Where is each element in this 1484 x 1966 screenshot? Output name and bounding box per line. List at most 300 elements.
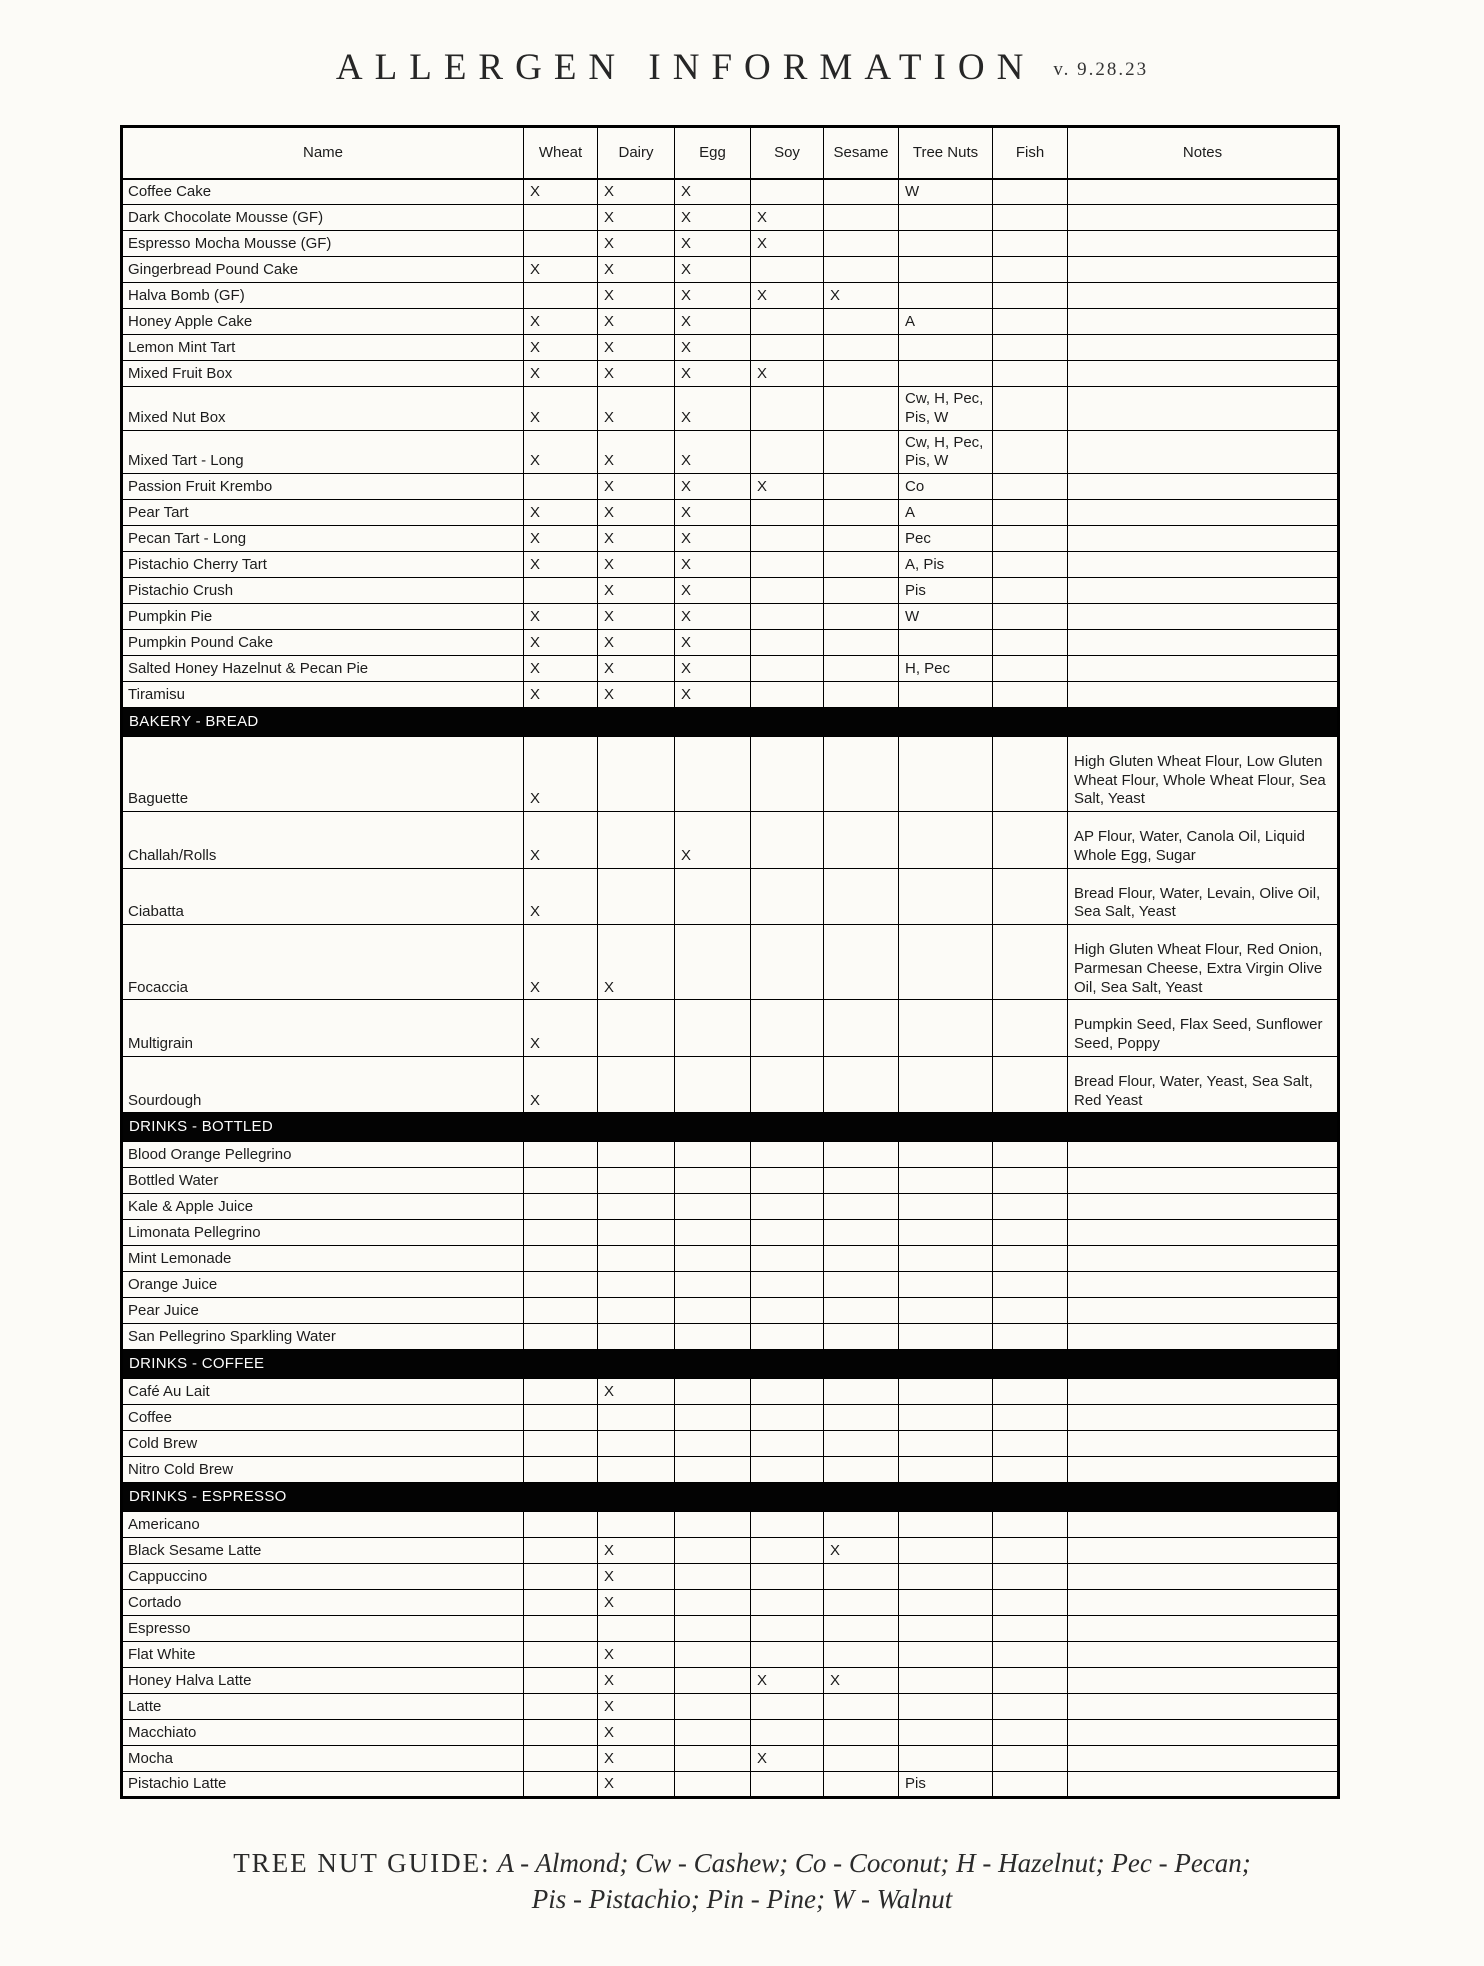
dairy-cell: X bbox=[598, 257, 675, 283]
tree-nut-guide bbox=[0, 1845, 1484, 1918]
tree-nuts-cell bbox=[899, 1641, 993, 1667]
item-name-cell: Macchiato bbox=[122, 1719, 524, 1745]
wheat-cell bbox=[524, 1563, 598, 1589]
tree-nuts-cell bbox=[899, 1298, 993, 1324]
dairy-cell: X bbox=[598, 552, 675, 578]
soy-cell bbox=[751, 1298, 824, 1324]
tree-nuts-cell: W bbox=[899, 179, 993, 205]
item-name-cell: Tiramisu bbox=[122, 682, 524, 708]
dairy-cell: X bbox=[598, 578, 675, 604]
dairy-cell: X bbox=[598, 283, 675, 309]
section-header-label: DRINKS - COFFEE bbox=[122, 1350, 1339, 1379]
sesame-cell bbox=[824, 1246, 899, 1272]
wheat-cell: X bbox=[524, 430, 598, 474]
sesame-cell bbox=[824, 1771, 899, 1797]
dairy-cell: X bbox=[598, 1641, 675, 1667]
tree-nuts-cell bbox=[899, 361, 993, 387]
egg-cell: X bbox=[675, 578, 751, 604]
wheat-cell bbox=[524, 1456, 598, 1482]
notes-cell: High Gluten Wheat Flour, Red Onion, Parmesan Cheese, Extra Virgin Olive Oil, Sea Salt, Yeast bbox=[1068, 925, 1339, 1000]
table-row bbox=[122, 1142, 1339, 1168]
fish-cell bbox=[993, 1056, 1068, 1113]
soy-cell bbox=[751, 812, 824, 869]
dairy-cell: X bbox=[598, 1589, 675, 1615]
tree-nuts-cell: Pis bbox=[899, 1771, 993, 1797]
soy-cell bbox=[751, 430, 824, 474]
notes-cell bbox=[1068, 1456, 1339, 1482]
soy-cell bbox=[751, 1511, 824, 1537]
dairy-cell: X bbox=[598, 630, 675, 656]
egg-cell: X bbox=[675, 604, 751, 630]
notes-cell: High Gluten Wheat Flour, Low Gluten Wheat Flour, Whole Wheat Flour, Sea Salt, Yeast bbox=[1068, 736, 1339, 811]
item-name-cell: Mocha bbox=[122, 1745, 524, 1771]
item-name-cell: Cold Brew bbox=[122, 1430, 524, 1456]
table-row bbox=[122, 1563, 1339, 1589]
fish-cell bbox=[993, 656, 1068, 682]
egg-cell bbox=[675, 1563, 751, 1589]
sesame-cell bbox=[824, 1220, 899, 1246]
wheat-cell: X bbox=[524, 361, 598, 387]
fish-cell bbox=[993, 1456, 1068, 1482]
section-header-label: BAKERY - BREAD bbox=[122, 708, 1339, 737]
dairy-cell: X bbox=[598, 1378, 675, 1404]
egg-cell: X bbox=[675, 474, 751, 500]
dairy-cell bbox=[598, 1324, 675, 1350]
egg-cell bbox=[675, 1537, 751, 1563]
item-name-cell: San Pellegrino Sparkling Water bbox=[122, 1324, 524, 1350]
table-row bbox=[122, 1693, 1339, 1719]
sesame-cell bbox=[824, 1719, 899, 1745]
notes-cell bbox=[1068, 1589, 1339, 1615]
table-row bbox=[122, 812, 1339, 869]
sesame-cell bbox=[824, 1056, 899, 1113]
table-row bbox=[122, 1000, 1339, 1057]
sesame-cell bbox=[824, 1615, 899, 1641]
soy-cell: X bbox=[751, 1667, 824, 1693]
wheat-cell: X bbox=[524, 656, 598, 682]
tree-nuts-cell bbox=[899, 1615, 993, 1641]
wheat-cell: X bbox=[524, 925, 598, 1000]
section-header-drinks-bottled bbox=[122, 1113, 1339, 1142]
sesame-cell: X bbox=[824, 1667, 899, 1693]
soy-cell: X bbox=[751, 205, 824, 231]
sesame-cell bbox=[824, 205, 899, 231]
tree-nuts-cell bbox=[899, 1563, 993, 1589]
notes-cell bbox=[1068, 1537, 1339, 1563]
soy-cell bbox=[751, 1693, 824, 1719]
sesame-cell bbox=[824, 335, 899, 361]
wheat-cell bbox=[524, 1168, 598, 1194]
wheat-cell: X bbox=[524, 387, 598, 431]
dairy-cell: X bbox=[598, 682, 675, 708]
wheat-cell: X bbox=[524, 682, 598, 708]
fish-cell bbox=[993, 257, 1068, 283]
dairy-cell bbox=[598, 1456, 675, 1482]
dairy-cell: X bbox=[598, 656, 675, 682]
dairy-cell bbox=[598, 1615, 675, 1641]
wheat-cell: X bbox=[524, 335, 598, 361]
notes-cell bbox=[1068, 335, 1339, 361]
tree-nuts-cell bbox=[899, 1272, 993, 1298]
fish-cell bbox=[993, 526, 1068, 552]
tree-nuts-cell bbox=[899, 1324, 993, 1350]
fish-cell bbox=[993, 736, 1068, 811]
tree-nuts-cell bbox=[899, 1246, 993, 1272]
wheat-cell bbox=[524, 1771, 598, 1797]
soy-cell bbox=[751, 526, 824, 552]
sesame-cell bbox=[824, 1298, 899, 1324]
egg-cell bbox=[675, 1771, 751, 1797]
dairy-cell bbox=[598, 736, 675, 811]
egg-cell bbox=[675, 1745, 751, 1771]
allergen-table bbox=[120, 125, 1340, 1799]
egg-cell: X bbox=[675, 205, 751, 231]
egg-cell bbox=[675, 1194, 751, 1220]
egg-cell bbox=[675, 1511, 751, 1537]
egg-cell bbox=[675, 868, 751, 925]
item-name-cell: Coffee Cake bbox=[122, 179, 524, 205]
sesame-cell bbox=[824, 1456, 899, 1482]
dairy-cell bbox=[598, 1430, 675, 1456]
wheat-cell: X bbox=[524, 1056, 598, 1113]
notes-cell bbox=[1068, 1298, 1339, 1324]
item-name-cell: Multigrain bbox=[122, 1000, 524, 1057]
notes-cell bbox=[1068, 604, 1339, 630]
soy-cell bbox=[751, 1430, 824, 1456]
fish-cell bbox=[993, 1324, 1068, 1350]
dairy-cell: X bbox=[598, 309, 675, 335]
fish-cell bbox=[993, 387, 1068, 431]
wheat-cell: X bbox=[524, 604, 598, 630]
egg-cell bbox=[675, 1272, 751, 1298]
tree-nuts-cell: W bbox=[899, 604, 993, 630]
dairy-cell bbox=[598, 1298, 675, 1324]
table-row bbox=[122, 1298, 1339, 1324]
soy-cell bbox=[751, 1056, 824, 1113]
wheat-cell bbox=[524, 1667, 598, 1693]
dairy-cell: X bbox=[598, 1537, 675, 1563]
item-name-cell: Dark Chocolate Mousse (GF) bbox=[122, 205, 524, 231]
tree-nuts-cell bbox=[899, 868, 993, 925]
dairy-cell bbox=[598, 812, 675, 869]
table-row bbox=[122, 205, 1339, 231]
egg-cell: X bbox=[675, 179, 751, 205]
tree-nuts-cell: Co bbox=[899, 474, 993, 500]
dairy-cell: X bbox=[598, 500, 675, 526]
soy-cell bbox=[751, 925, 824, 1000]
wheat-cell bbox=[524, 1511, 598, 1537]
dairy-cell: X bbox=[598, 1693, 675, 1719]
tree-nuts-cell bbox=[899, 231, 993, 257]
table-row bbox=[122, 552, 1339, 578]
fish-cell bbox=[993, 1615, 1068, 1641]
sesame-cell bbox=[824, 630, 899, 656]
item-name-cell: Cortado bbox=[122, 1589, 524, 1615]
egg-cell: X bbox=[675, 257, 751, 283]
sesame-cell bbox=[824, 1272, 899, 1298]
egg-cell bbox=[675, 1378, 751, 1404]
tree-nuts-cell: Pec bbox=[899, 526, 993, 552]
item-name-cell: Coffee bbox=[122, 1404, 524, 1430]
soy-cell bbox=[751, 1272, 824, 1298]
sesame-cell bbox=[824, 309, 899, 335]
notes-cell: AP Flour, Water, Canola Oil, Liquid Whole Egg, Sugar bbox=[1068, 812, 1339, 869]
egg-cell bbox=[675, 925, 751, 1000]
wheat-cell bbox=[524, 578, 598, 604]
egg-cell bbox=[675, 1298, 751, 1324]
table-row bbox=[122, 1667, 1339, 1693]
tree-nuts-cell bbox=[899, 925, 993, 1000]
item-name-cell: Mint Lemonade bbox=[122, 1246, 524, 1272]
wheat-cell bbox=[524, 1641, 598, 1667]
notes-cell bbox=[1068, 1641, 1339, 1667]
column-header-tree-nuts: Tree Nuts bbox=[899, 127, 993, 179]
dairy-cell: X bbox=[598, 1563, 675, 1589]
tree-nuts-cell bbox=[899, 682, 993, 708]
tree-nuts-cell bbox=[899, 257, 993, 283]
notes-cell bbox=[1068, 1667, 1339, 1693]
item-name-cell: Americano bbox=[122, 1511, 524, 1537]
table-header-row bbox=[122, 127, 1339, 179]
fish-cell bbox=[993, 1404, 1068, 1430]
tree-nut-guide-line1 bbox=[0, 1845, 1484, 1881]
section-header-label: DRINKS - ESPRESSO bbox=[122, 1482, 1339, 1511]
soy-cell: X bbox=[751, 474, 824, 500]
notes-cell bbox=[1068, 630, 1339, 656]
wheat-cell: X bbox=[524, 736, 598, 811]
sesame-cell bbox=[824, 361, 899, 387]
wheat-cell bbox=[524, 1615, 598, 1641]
notes-cell bbox=[1068, 1220, 1339, 1246]
sesame-cell bbox=[824, 1324, 899, 1350]
soy-cell bbox=[751, 1246, 824, 1272]
table-row bbox=[122, 1168, 1339, 1194]
notes-cell bbox=[1068, 257, 1339, 283]
item-name-cell: Pistachio Cherry Tart bbox=[122, 552, 524, 578]
wheat-cell bbox=[524, 283, 598, 309]
sesame-cell bbox=[824, 1378, 899, 1404]
soy-cell bbox=[751, 682, 824, 708]
fish-cell bbox=[993, 335, 1068, 361]
soy-cell bbox=[751, 179, 824, 205]
fish-cell bbox=[993, 1641, 1068, 1667]
sesame-cell bbox=[824, 812, 899, 869]
dairy-cell: X bbox=[598, 205, 675, 231]
table-row bbox=[122, 1589, 1339, 1615]
table-row bbox=[122, 179, 1339, 205]
table-row bbox=[122, 1537, 1339, 1563]
sesame-cell bbox=[824, 231, 899, 257]
notes-cell bbox=[1068, 1771, 1339, 1797]
egg-cell: X bbox=[675, 309, 751, 335]
notes-cell bbox=[1068, 430, 1339, 474]
soy-cell bbox=[751, 552, 824, 578]
table-row bbox=[122, 1378, 1339, 1404]
soy-cell: X bbox=[751, 361, 824, 387]
dairy-cell bbox=[598, 1168, 675, 1194]
table-row bbox=[122, 335, 1339, 361]
soy-cell bbox=[751, 387, 824, 431]
egg-cell: X bbox=[675, 430, 751, 474]
egg-cell: X bbox=[675, 682, 751, 708]
tree-nut-guide-label: TREE NUT GUIDE: bbox=[233, 1847, 491, 1878]
fish-cell bbox=[993, 925, 1068, 1000]
soy-cell bbox=[751, 1404, 824, 1430]
wheat-cell bbox=[524, 1745, 598, 1771]
wheat-cell: X bbox=[524, 179, 598, 205]
tree-nuts-cell bbox=[899, 1056, 993, 1113]
sesame-cell bbox=[824, 578, 899, 604]
egg-cell: X bbox=[675, 812, 751, 869]
notes-cell bbox=[1068, 1272, 1339, 1298]
notes-cell bbox=[1068, 179, 1339, 205]
wheat-cell: X bbox=[524, 257, 598, 283]
item-name-cell: Baguette bbox=[122, 736, 524, 811]
sesame-cell bbox=[824, 1194, 899, 1220]
notes-cell: Bread Flour, Water, Yeast, Sea Salt, Red Yeast bbox=[1068, 1056, 1339, 1113]
soy-cell bbox=[751, 1168, 824, 1194]
item-name-cell: Bottled Water bbox=[122, 1168, 524, 1194]
sesame-cell bbox=[824, 1745, 899, 1771]
notes-cell bbox=[1068, 1615, 1339, 1641]
table-row bbox=[122, 231, 1339, 257]
dairy-cell bbox=[598, 1056, 675, 1113]
fish-cell bbox=[993, 1298, 1068, 1324]
soy-cell bbox=[751, 1641, 824, 1667]
sesame-cell bbox=[824, 500, 899, 526]
item-name-cell: Focaccia bbox=[122, 925, 524, 1000]
sesame-cell bbox=[824, 387, 899, 431]
fish-cell bbox=[993, 361, 1068, 387]
table-row bbox=[122, 526, 1339, 552]
sesame-cell bbox=[824, 1430, 899, 1456]
table-row bbox=[122, 1511, 1339, 1537]
notes-cell bbox=[1068, 1404, 1339, 1430]
table-row bbox=[122, 474, 1339, 500]
wheat-cell: X bbox=[524, 868, 598, 925]
egg-cell bbox=[675, 1430, 751, 1456]
tree-nuts-cell: A, Pis bbox=[899, 552, 993, 578]
wheat-cell bbox=[524, 1220, 598, 1246]
notes-cell: Pumpkin Seed, Flax Seed, Sunflower Seed, Poppy bbox=[1068, 1000, 1339, 1057]
sesame-cell bbox=[824, 1563, 899, 1589]
tree-nuts-cell bbox=[899, 1667, 993, 1693]
egg-cell: X bbox=[675, 283, 751, 309]
sesame-cell bbox=[824, 1000, 899, 1057]
soy-cell bbox=[751, 309, 824, 335]
dairy-cell: X bbox=[598, 526, 675, 552]
sesame-cell bbox=[824, 526, 899, 552]
dairy-cell: X bbox=[598, 474, 675, 500]
page-version: v. 9.28.23 bbox=[1053, 59, 1149, 80]
tree-nuts-cell: A bbox=[899, 500, 993, 526]
dairy-cell: X bbox=[598, 925, 675, 1000]
item-name-cell: Kale & Apple Juice bbox=[122, 1194, 524, 1220]
wheat-cell: X bbox=[524, 812, 598, 869]
dairy-cell bbox=[598, 1194, 675, 1220]
egg-cell bbox=[675, 1056, 751, 1113]
dairy-cell bbox=[598, 1272, 675, 1298]
notes-cell bbox=[1068, 309, 1339, 335]
item-name-cell: Pecan Tart - Long bbox=[122, 526, 524, 552]
fish-cell bbox=[993, 430, 1068, 474]
item-name-cell: Latte bbox=[122, 1693, 524, 1719]
tree-nuts-cell: A bbox=[899, 309, 993, 335]
egg-cell bbox=[675, 1667, 751, 1693]
soy-cell bbox=[751, 868, 824, 925]
fish-cell bbox=[993, 1745, 1068, 1771]
fish-cell bbox=[993, 500, 1068, 526]
tree-nuts-cell bbox=[899, 1693, 993, 1719]
sesame-cell bbox=[824, 604, 899, 630]
item-name-cell: Flat White bbox=[122, 1641, 524, 1667]
item-name-cell: Pear Juice bbox=[122, 1298, 524, 1324]
tree-nuts-cell: Pis bbox=[899, 578, 993, 604]
item-name-cell: Orange Juice bbox=[122, 1272, 524, 1298]
column-header-wheat: Wheat bbox=[524, 127, 598, 179]
egg-cell: X bbox=[675, 361, 751, 387]
sesame-cell bbox=[824, 1511, 899, 1537]
egg-cell: X bbox=[675, 335, 751, 361]
sesame-cell bbox=[824, 1589, 899, 1615]
item-name-cell: Honey Halva Latte bbox=[122, 1667, 524, 1693]
dairy-cell: X bbox=[598, 361, 675, 387]
item-name-cell: Sourdough bbox=[122, 1056, 524, 1113]
table-row bbox=[122, 682, 1339, 708]
dairy-cell: X bbox=[598, 604, 675, 630]
wheat-cell bbox=[524, 474, 598, 500]
tree-nuts-cell bbox=[899, 283, 993, 309]
tree-nuts-cell: Cw, H, Pec, Pis, W bbox=[899, 430, 993, 474]
dairy-cell bbox=[598, 1000, 675, 1057]
tree-nuts-cell bbox=[899, 1194, 993, 1220]
egg-cell bbox=[675, 1142, 751, 1168]
table-row bbox=[122, 736, 1339, 811]
table-row bbox=[122, 1246, 1339, 1272]
tree-nut-guide-text1: A - Almond; Cw - Cashew; Co - Coconut; H - Hazelnut; Pec - Pecan; bbox=[497, 1847, 1251, 1878]
sesame-cell bbox=[824, 1142, 899, 1168]
table-row bbox=[122, 1272, 1339, 1298]
egg-cell: X bbox=[675, 500, 751, 526]
fish-cell bbox=[993, 1378, 1068, 1404]
wheat-cell bbox=[524, 1272, 598, 1298]
notes-cell bbox=[1068, 552, 1339, 578]
column-header-name: Name bbox=[122, 127, 524, 179]
soy-cell bbox=[751, 500, 824, 526]
item-name-cell: Honey Apple Cake bbox=[122, 309, 524, 335]
item-name-cell: Pumpkin Pound Cake bbox=[122, 630, 524, 656]
table-row bbox=[122, 1456, 1339, 1482]
notes-cell bbox=[1068, 1719, 1339, 1745]
egg-cell bbox=[675, 1456, 751, 1482]
dairy-cell bbox=[598, 1511, 675, 1537]
notes-cell bbox=[1068, 682, 1339, 708]
sesame-cell bbox=[824, 1641, 899, 1667]
soy-cell bbox=[751, 257, 824, 283]
egg-cell bbox=[675, 1641, 751, 1667]
sesame-cell bbox=[824, 656, 899, 682]
sesame-cell bbox=[824, 552, 899, 578]
wheat-cell: X bbox=[524, 1000, 598, 1057]
sesame-cell bbox=[824, 1404, 899, 1430]
notes-cell bbox=[1068, 1168, 1339, 1194]
item-name-cell: Pear Tart bbox=[122, 500, 524, 526]
egg-cell bbox=[675, 1589, 751, 1615]
egg-cell bbox=[675, 1246, 751, 1272]
dairy-cell: X bbox=[598, 179, 675, 205]
dairy-cell: X bbox=[598, 430, 675, 474]
column-header-soy: Soy bbox=[751, 127, 824, 179]
